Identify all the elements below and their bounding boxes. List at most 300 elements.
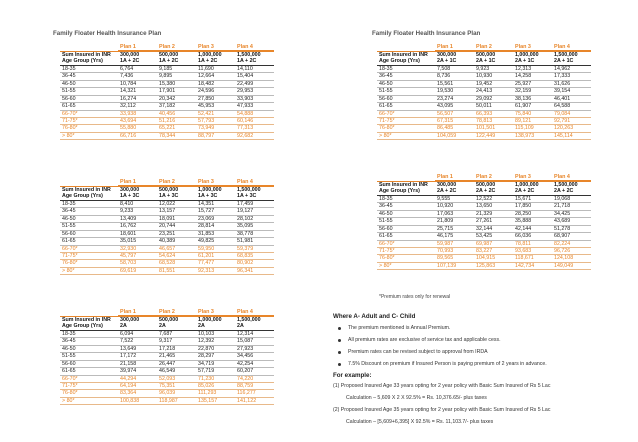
plan-name: Plan 2 bbox=[474, 44, 513, 51]
premium-value: 10,930 bbox=[476, 73, 493, 80]
premium-value: 49,825 bbox=[198, 238, 215, 245]
premium-value: 39,154 bbox=[554, 88, 571, 95]
plan-name: Plan 1 bbox=[118, 44, 157, 51]
table-row bbox=[60, 111, 274, 118]
family-composition: 2A + 1C bbox=[437, 58, 457, 65]
table-row bbox=[377, 226, 591, 233]
premium-value: 23,251 bbox=[159, 230, 176, 237]
plan-header-row bbox=[377, 44, 591, 51]
sum-insured-row bbox=[377, 181, 591, 188]
bullet-text: All premium rates are exclusive of service tax and applicable cess. bbox=[348, 337, 501, 343]
premium-value: 28,814 bbox=[198, 223, 215, 230]
premium-value: 68,835 bbox=[237, 252, 254, 259]
premium-value: 43,095 bbox=[437, 103, 454, 110]
premium-value: 125,863 bbox=[476, 262, 496, 269]
premium-value: 8,410 bbox=[120, 200, 134, 207]
premium-value: 46,549 bbox=[159, 368, 176, 375]
premium-value: 52,421 bbox=[198, 110, 215, 117]
bullet-text: The premium mentioned is Annual Premium. bbox=[348, 325, 451, 331]
premium-value: 33,938 bbox=[120, 110, 137, 117]
premium-value: 16,762 bbox=[120, 223, 137, 230]
family-composition-row bbox=[60, 58, 274, 65]
sum-insured-value: 300,000 bbox=[120, 52, 140, 58]
premium-value: 42,254 bbox=[237, 360, 254, 367]
age-band: 66-70* bbox=[62, 245, 78, 252]
age-band: 46-50 bbox=[62, 80, 76, 87]
premium-value: 35,015 bbox=[120, 238, 137, 245]
premium-value: 73,949 bbox=[198, 125, 215, 132]
premium-value: 21,718 bbox=[554, 203, 571, 210]
table-row bbox=[377, 103, 591, 110]
premium-value: 47,933 bbox=[237, 103, 254, 110]
premium-value: 31,853 bbox=[198, 230, 215, 237]
premium-value: 13,649 bbox=[120, 345, 137, 352]
family-composition-row bbox=[377, 188, 591, 195]
premium-value: 24,413 bbox=[476, 88, 493, 95]
family-composition: 1A + 3C bbox=[198, 193, 218, 200]
family-composition: 2A + 2C bbox=[554, 188, 574, 195]
premium-table-2a bbox=[60, 309, 274, 405]
plan-name: Plan 1 bbox=[118, 309, 157, 316]
family-composition-row bbox=[60, 193, 274, 200]
premium-value: 65,221 bbox=[159, 125, 176, 132]
premium-value: 32,112 bbox=[120, 103, 136, 110]
age-group-label: Age Group (Yrs) bbox=[379, 58, 420, 65]
table-row bbox=[60, 246, 274, 253]
renewal-footnote: *Premium rates only for renewal bbox=[379, 294, 451, 300]
table-row bbox=[60, 231, 274, 238]
premium-value: 104,915 bbox=[476, 255, 496, 262]
premium-value: 34,719 bbox=[198, 360, 215, 367]
premium-value: 18,482 bbox=[198, 80, 215, 87]
sum-insured-value: 1,000,000 bbox=[515, 182, 539, 188]
table-row bbox=[377, 81, 591, 88]
age-band: > 80* bbox=[379, 262, 392, 269]
premium-value: 27,261 bbox=[476, 218, 493, 225]
age-group-label: Age Group (Yrs) bbox=[62, 193, 103, 200]
premium-value: 14,962 bbox=[554, 65, 571, 72]
age-band: 56-60 bbox=[379, 225, 393, 232]
premium-value: 29,092 bbox=[476, 95, 493, 102]
age-band: 51-55 bbox=[379, 88, 393, 95]
family-composition: 2A + 2C bbox=[515, 188, 535, 195]
premium-value: 7,436 bbox=[120, 73, 134, 80]
age-band: 46-50 bbox=[62, 215, 76, 222]
age-band: > 80* bbox=[62, 397, 75, 404]
premium-value: 92,682 bbox=[237, 132, 254, 139]
table-row bbox=[60, 268, 274, 275]
family-composition: 2A bbox=[237, 323, 244, 330]
table-row bbox=[377, 118, 591, 125]
premium-value: 15,561 bbox=[437, 80, 454, 87]
premium-value: 10,784 bbox=[120, 80, 137, 87]
premium-value: 107,139 bbox=[437, 262, 457, 269]
premium-value: 29,953 bbox=[237, 88, 254, 95]
bullet-dot-icon bbox=[338, 351, 341, 354]
premium-table-1a-3c bbox=[60, 179, 274, 275]
premium-value: 42,144 bbox=[515, 225, 532, 232]
age-band: 18-35 bbox=[62, 200, 76, 207]
premium-value: 64,588 bbox=[554, 103, 571, 110]
sum-insured-value: 1,000,000 bbox=[198, 187, 222, 193]
premium-value: 104,059 bbox=[437, 132, 457, 139]
table-row bbox=[60, 238, 274, 245]
premium-value: 149,049 bbox=[554, 262, 574, 269]
premium-value: 12,522 bbox=[476, 195, 493, 202]
family-composition: 2A + 1C bbox=[515, 58, 535, 65]
premium-value: 9,317 bbox=[159, 338, 173, 345]
sum-insured-value: 300,000 bbox=[437, 52, 457, 58]
premium-value: 53,425 bbox=[476, 233, 493, 240]
premium-value: 40,456 bbox=[159, 110, 176, 117]
table-row bbox=[60, 133, 274, 140]
table-row bbox=[377, 96, 591, 103]
table-row bbox=[377, 203, 591, 210]
age-band: 61-65 bbox=[62, 103, 76, 110]
family-composition: 2A bbox=[159, 323, 166, 330]
premium-value: 61,201 bbox=[198, 252, 215, 259]
table-row bbox=[60, 216, 274, 223]
premium-value: 101,501 bbox=[476, 125, 496, 132]
premium-value: 17,459 bbox=[237, 200, 254, 207]
age-band: 36-45 bbox=[379, 73, 393, 80]
premium-value: 17,218 bbox=[159, 345, 176, 352]
premium-value: 69,619 bbox=[120, 267, 137, 274]
premium-value: 80,902 bbox=[237, 260, 254, 267]
premium-value: 9,555 bbox=[437, 195, 451, 202]
premium-value: 141,122 bbox=[237, 397, 257, 404]
header-spacer bbox=[377, 44, 435, 51]
age-band: > 80* bbox=[62, 267, 75, 274]
premium-value: 15,087 bbox=[237, 338, 254, 345]
premium-value: 13,157 bbox=[159, 208, 176, 215]
age-band: 56-60 bbox=[62, 230, 76, 237]
premium-value: 19,530 bbox=[437, 88, 454, 95]
age-band: 71-75* bbox=[62, 382, 78, 389]
plan-name: Plan 4 bbox=[552, 44, 591, 51]
premium-value: 10,920 bbox=[437, 203, 454, 210]
example-1-line-2: Calculation – 5,609 X 2 X 92.5% = Rs. 10,376.65/- plus taxes bbox=[346, 395, 487, 401]
sum-insured-value: 500,000 bbox=[476, 182, 496, 188]
premium-value: 14,258 bbox=[515, 73, 532, 80]
premium-value: 24,596 bbox=[198, 88, 215, 95]
premium-value: 32,930 bbox=[120, 245, 137, 252]
example-1-line-1: (1) Proposed Insured Age 33 years opting for 2 year policy with Basic Sum Insured of Rs 5 Lac bbox=[333, 383, 551, 389]
premium-value: 20,342 bbox=[159, 95, 176, 102]
table-row bbox=[377, 233, 591, 240]
premium-value: 15,380 bbox=[159, 80, 176, 87]
sum-insured-row bbox=[60, 51, 274, 58]
family-composition: 2A bbox=[120, 323, 127, 330]
premium-value: 59,379 bbox=[237, 245, 254, 252]
premium-value: 75,351 bbox=[159, 382, 176, 389]
family-composition: 1A + 3C bbox=[237, 193, 257, 200]
table-row bbox=[377, 133, 591, 140]
premium-value: 81,551 bbox=[159, 267, 176, 274]
premium-value: 71,230 bbox=[198, 375, 215, 382]
premium-value: 58,703 bbox=[120, 260, 137, 267]
premium-value: 61,907 bbox=[515, 103, 532, 110]
table-row bbox=[60, 253, 274, 260]
family-composition: 1A + 2C bbox=[159, 58, 179, 65]
premium-value: 89,121 bbox=[515, 117, 532, 124]
premium-value: 28,102 bbox=[237, 215, 254, 222]
table-row bbox=[377, 73, 591, 80]
sum-insured-value: 300,000 bbox=[437, 182, 457, 188]
table-row bbox=[60, 331, 274, 338]
premium-value: 19,452 bbox=[476, 80, 493, 87]
premium-value: 28,297 bbox=[198, 353, 215, 360]
age-band: 61-65 bbox=[62, 238, 76, 245]
age-band: 61-65 bbox=[379, 103, 393, 110]
premium-value: 83,227 bbox=[476, 247, 493, 254]
plan-name: Plan 4 bbox=[235, 309, 274, 316]
premium-value: 20,744 bbox=[159, 223, 176, 230]
age-band: 76-80* bbox=[379, 125, 395, 132]
age-band: > 80* bbox=[379, 132, 392, 139]
table-row bbox=[377, 263, 591, 270]
premium-value: 74,220 bbox=[237, 375, 254, 382]
premium-value: 17,063 bbox=[437, 210, 454, 217]
premium-value: 145,114 bbox=[554, 132, 573, 139]
premium-value: 25,715 bbox=[437, 225, 454, 232]
table-row bbox=[60, 66, 274, 73]
premium-value: 38,136 bbox=[515, 95, 532, 102]
table-row bbox=[377, 211, 591, 218]
sum-insured-row bbox=[60, 316, 274, 323]
table-row bbox=[60, 118, 274, 125]
bullet-item bbox=[338, 325, 450, 331]
premium-value: 28,250 bbox=[515, 210, 532, 217]
premium-value: 59,987 bbox=[437, 240, 454, 247]
age-band: 36-45 bbox=[62, 338, 76, 345]
plan-name: Plan 1 bbox=[435, 44, 474, 51]
table-row bbox=[377, 248, 591, 255]
premium-value: 93,683 bbox=[515, 247, 532, 254]
header-spacer bbox=[60, 44, 118, 51]
premium-value: 75,840 bbox=[515, 110, 532, 117]
premium-value: 9,185 bbox=[159, 65, 173, 72]
premium-value: 17,850 bbox=[515, 203, 532, 210]
age-band: 18-35 bbox=[379, 195, 393, 202]
premium-value: 11,690 bbox=[198, 65, 214, 72]
premium-value: 57,719 bbox=[198, 368, 215, 375]
plan-name: Plan 2 bbox=[157, 179, 196, 186]
premium-value: 55,880 bbox=[120, 125, 137, 132]
premium-value: 96,039 bbox=[159, 390, 176, 397]
premium-value: 138,973 bbox=[515, 132, 535, 139]
family-composition-row bbox=[60, 323, 274, 330]
sum-insured-value: 500,000 bbox=[159, 52, 179, 58]
plan-name: Plan 4 bbox=[235, 179, 274, 186]
premium-value: 12,314 bbox=[237, 330, 254, 337]
age-band: 66-70* bbox=[379, 240, 395, 247]
premium-value: 66,716 bbox=[120, 132, 137, 139]
premium-value: 25,927 bbox=[515, 80, 532, 87]
premium-value: 33,903 bbox=[237, 95, 254, 102]
sum-insured-value: 1,500,000 bbox=[554, 52, 578, 58]
premium-value: 67,315 bbox=[437, 117, 454, 124]
premium-value: 115,109 bbox=[515, 125, 534, 132]
premium-value: 21,465 bbox=[159, 353, 176, 360]
table-row bbox=[60, 398, 274, 405]
sum-insured-row bbox=[60, 186, 274, 193]
table-row bbox=[60, 346, 274, 353]
premium-value: 35,095 bbox=[237, 223, 254, 230]
age-band: 56-60 bbox=[62, 95, 76, 102]
age-band: 51-55 bbox=[379, 218, 393, 225]
premium-value: 70,993 bbox=[437, 247, 454, 254]
sum-insured-label: Sum Insured in INR bbox=[379, 52, 428, 58]
premium-value: 13,409 bbox=[120, 215, 137, 222]
family-composition: 2A + 1C bbox=[554, 58, 574, 65]
sum-insured-value: 1,000,000 bbox=[198, 317, 222, 323]
family-composition: 1A + 2C bbox=[237, 58, 257, 65]
sum-insured-label: Sum Insured in INR bbox=[62, 187, 111, 193]
family-composition: 1A + 2C bbox=[120, 58, 140, 65]
table-row bbox=[60, 338, 274, 345]
premium-value: 43,694 bbox=[120, 117, 137, 124]
bullet-item bbox=[338, 337, 501, 343]
plan-header-row bbox=[377, 174, 591, 181]
premium-value: 60,207 bbox=[237, 368, 254, 375]
header-spacer bbox=[377, 174, 435, 181]
premium-value: 35,888 bbox=[515, 218, 532, 225]
age-band: 71-75* bbox=[62, 252, 78, 259]
where-title: Where A- Adult and C- Child bbox=[333, 313, 416, 320]
premium-value: 68,528 bbox=[159, 260, 176, 267]
premium-value: 34,456 bbox=[237, 353, 254, 360]
premium-value: 83,364 bbox=[120, 390, 137, 397]
bullet-text: 7.5% Discount on premium if Insured Person is paying premium of 2 years in advance. bbox=[348, 361, 547, 367]
premium-value: 37,182 bbox=[159, 103, 176, 110]
premium-value: 12,392 bbox=[198, 338, 215, 345]
premium-value: 18,601 bbox=[120, 230, 137, 237]
table-row bbox=[60, 81, 274, 88]
table-row bbox=[60, 96, 274, 103]
sum-insured-value: 1,000,000 bbox=[515, 52, 539, 58]
premium-value: 92,791 bbox=[554, 117, 571, 124]
premium-value: 78,813 bbox=[476, 117, 493, 124]
family-composition: 1A + 3C bbox=[120, 193, 140, 200]
premium-value: 7,687 bbox=[159, 330, 173, 337]
age-band: 56-60 bbox=[62, 360, 76, 367]
premium-value: 64,194 bbox=[120, 382, 137, 389]
premium-value: 46,175 bbox=[437, 233, 454, 240]
table-row bbox=[60, 353, 274, 360]
age-band: 61-65 bbox=[62, 368, 76, 375]
premium-value: 12,022 bbox=[159, 200, 176, 207]
table-row bbox=[377, 111, 591, 118]
premium-value: 13,650 bbox=[476, 203, 493, 210]
premium-value: 45,953 bbox=[198, 103, 215, 110]
sum-insured-value: 500,000 bbox=[159, 187, 179, 193]
premium-value: 12,313 bbox=[515, 65, 532, 72]
age-band: 51-55 bbox=[62, 223, 76, 230]
premium-value: 8,736 bbox=[437, 73, 451, 80]
premium-value: 79,084 bbox=[554, 110, 571, 117]
plan-name: Plan 1 bbox=[435, 174, 474, 181]
premium-value: 52,093 bbox=[159, 375, 176, 382]
age-band: 46-50 bbox=[379, 210, 393, 217]
plan-name: Plan 3 bbox=[513, 44, 552, 51]
premium-value: 27,923 bbox=[237, 345, 254, 352]
premium-value: 88,797 bbox=[198, 132, 215, 139]
sum-insured-value: 500,000 bbox=[476, 52, 496, 58]
premium-value: 46,657 bbox=[159, 245, 176, 252]
premium-value: 17,901 bbox=[159, 88, 176, 95]
age-band: 66-70* bbox=[62, 110, 78, 117]
plan-header-row bbox=[60, 179, 274, 186]
premium-value: 46,401 bbox=[554, 95, 571, 102]
age-band: 76-80* bbox=[379, 255, 395, 262]
premium-value: 15,727 bbox=[198, 208, 215, 215]
right-page-title: Family Floater Health Insurance Plan bbox=[372, 30, 481, 37]
premium-value: 14,110 bbox=[237, 65, 253, 72]
premium-table-2a-2c bbox=[377, 174, 591, 270]
age-band: 71-75* bbox=[62, 117, 78, 124]
sum-insured-value: 1,000,000 bbox=[198, 52, 222, 58]
premium-value: 21,809 bbox=[437, 218, 454, 225]
premium-value: 9,233 bbox=[120, 208, 134, 215]
premium-value: 86,485 bbox=[437, 125, 454, 132]
table-row bbox=[60, 208, 274, 215]
table-row bbox=[60, 376, 274, 383]
example-2-line-2: Calculation – [5,609+6,395] X 92.5% = Rs. 11,103.7/- plus taxes bbox=[346, 419, 494, 425]
age-band: 61-65 bbox=[379, 233, 393, 240]
premium-value: 60,146 bbox=[237, 117, 254, 124]
table-row bbox=[60, 73, 274, 80]
plan-name: Plan 3 bbox=[196, 309, 235, 316]
example-2-line-1: (2) Proposed Insured Age 35 years opting for 2 year policy with Basic Sum Insured of Rs 5 Lac bbox=[333, 407, 551, 413]
premium-value: 77,477 bbox=[198, 260, 215, 267]
sum-insured-value: 500,000 bbox=[159, 317, 179, 323]
premium-value: 21,158 bbox=[120, 360, 137, 367]
age-band: 36-45 bbox=[379, 203, 393, 210]
sum-insured-value: 300,000 bbox=[120, 317, 140, 323]
premium-value: 6,094 bbox=[120, 330, 134, 337]
age-group-label: Age Group (Yrs) bbox=[62, 323, 103, 330]
table-row bbox=[377, 88, 591, 95]
plan-name: Plan 4 bbox=[552, 174, 591, 181]
premium-value: 32,159 bbox=[515, 88, 532, 95]
premium-value: 124,108 bbox=[554, 255, 574, 262]
bullet-dot-icon bbox=[338, 327, 341, 330]
premium-value: 57,793 bbox=[198, 117, 215, 124]
age-band: 51-55 bbox=[62, 88, 76, 95]
age-band: 76-80* bbox=[62, 390, 78, 397]
bullet-item bbox=[338, 361, 547, 367]
table-row bbox=[377, 255, 591, 262]
premium-value: 17,333 bbox=[554, 73, 571, 80]
sum-insured-row bbox=[377, 51, 591, 58]
premium-value: 78,811 bbox=[515, 240, 531, 247]
premium-value: 54,888 bbox=[237, 110, 254, 117]
family-composition: 2A + 2C bbox=[437, 188, 457, 195]
premium-value: 19,127 bbox=[237, 208, 254, 215]
premium-value: 34,425 bbox=[554, 210, 571, 217]
table-row bbox=[377, 218, 591, 225]
premium-value: 14,351 bbox=[198, 200, 215, 207]
plan-name: Plan 3 bbox=[196, 44, 235, 51]
table-row bbox=[60, 383, 274, 390]
plan-name: Plan 4 bbox=[235, 44, 274, 51]
premium-value: 10,103 bbox=[198, 330, 215, 337]
header-spacer bbox=[60, 309, 118, 316]
premium-value: 18,091 bbox=[159, 215, 176, 222]
premium-value: 66,036 bbox=[515, 233, 532, 240]
premium-value: 7,508 bbox=[437, 65, 451, 72]
